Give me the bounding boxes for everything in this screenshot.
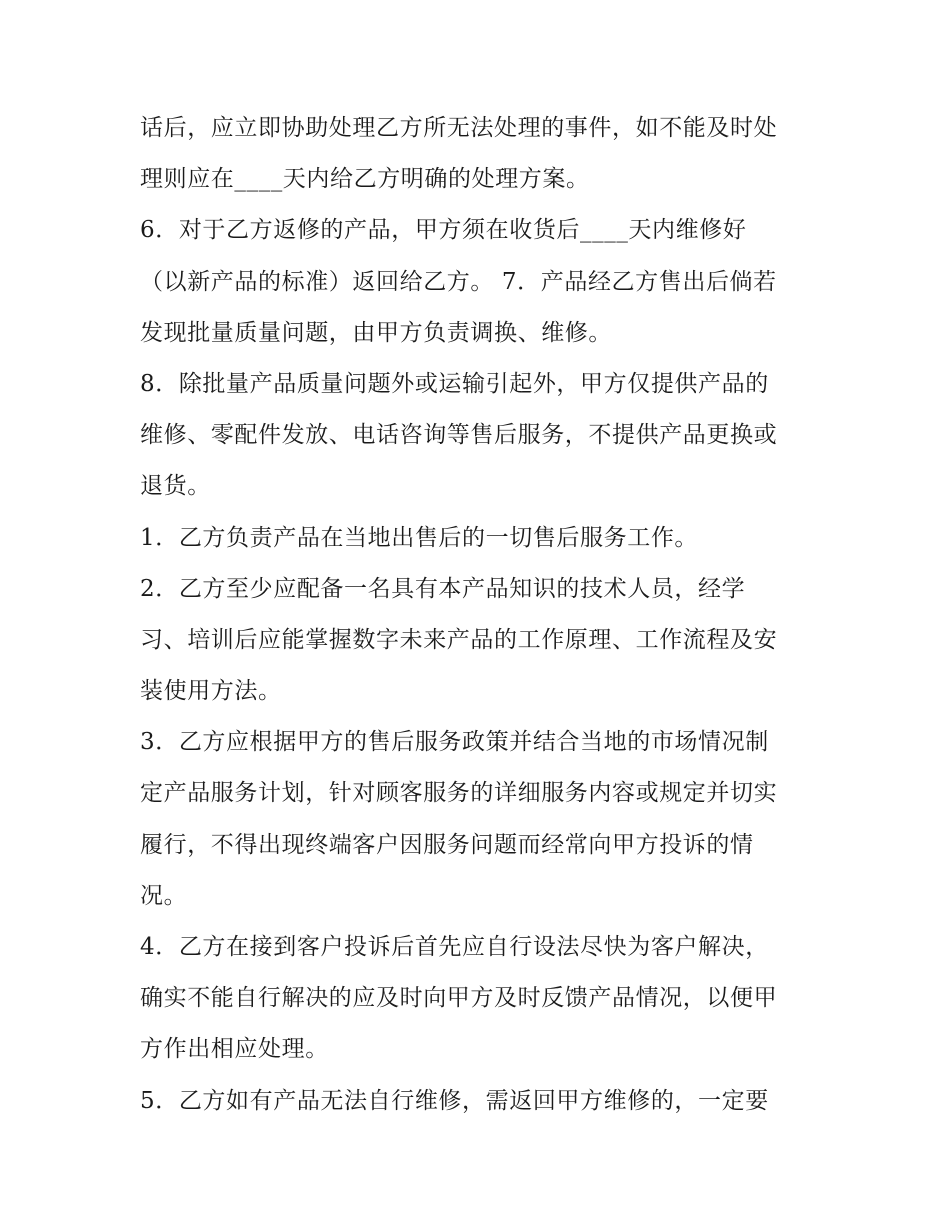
text-line: 装使用方法。 — [140, 678, 282, 705]
text-line: 发现批量质量问题，由甲方负责调换、维修。 — [140, 319, 612, 346]
text-line: 方作出相应处理。 — [140, 1036, 329, 1063]
text-line: 习、培训后应能掌握数字未来产品的工作原理、工作流程及安 — [140, 626, 778, 653]
text-line: 定产品服务计划，针对顾客服务的详细服务内容或规定并切实 — [140, 780, 778, 807]
text-line: 2．乙方至少应配备一名具有本产品知识的技术人员，经学 — [140, 575, 746, 602]
text-line: （以新产品的标准）返回给乙方。 7．产品经乙方售出后倘若 — [140, 268, 777, 295]
text-line: 3．乙方应根据甲方的售后服务政策并结合当地的市场情况制 — [140, 729, 769, 756]
text-line: 话后，应立即协助处理乙方所无法处理的事件，如不能及时处 — [140, 115, 778, 141]
text-line: 履行，不得出现终端客户因服务问题而经常向甲方投诉的情 — [140, 831, 754, 858]
text-line: 4．乙方在接到客户投诉后首先应自行设法尽快为客户解决， — [140, 934, 769, 960]
document-body — [140, 103, 830, 1127]
text-line: 理则应在____天内给乙方明确的处理方案。 — [140, 166, 590, 193]
text-line: 8．除批量产品质量问题外或运输引起外，甲方仅提供产品的 — [140, 370, 769, 397]
text-line: 1．乙方负责产品在当地出售后的一切售后服务工作。 — [140, 524, 699, 551]
text-line: 退货。 — [140, 473, 211, 500]
text-line: 确实不能自行解决的应及时向甲方及时反馈产品情况，以便甲 — [140, 985, 778, 1012]
text-line: 况。 — [140, 882, 188, 909]
text-line: 维修、零配件发放、电话咨询等售后服务，不提供产品更换或 — [140, 422, 778, 449]
text-line: 5．乙方如有产品无法自行维修，需返回甲方维修的，一定要 — [140, 1087, 769, 1114]
text-line: 6．对于乙方返修的产品，甲方须在收货后____天内维修好 — [140, 217, 747, 244]
